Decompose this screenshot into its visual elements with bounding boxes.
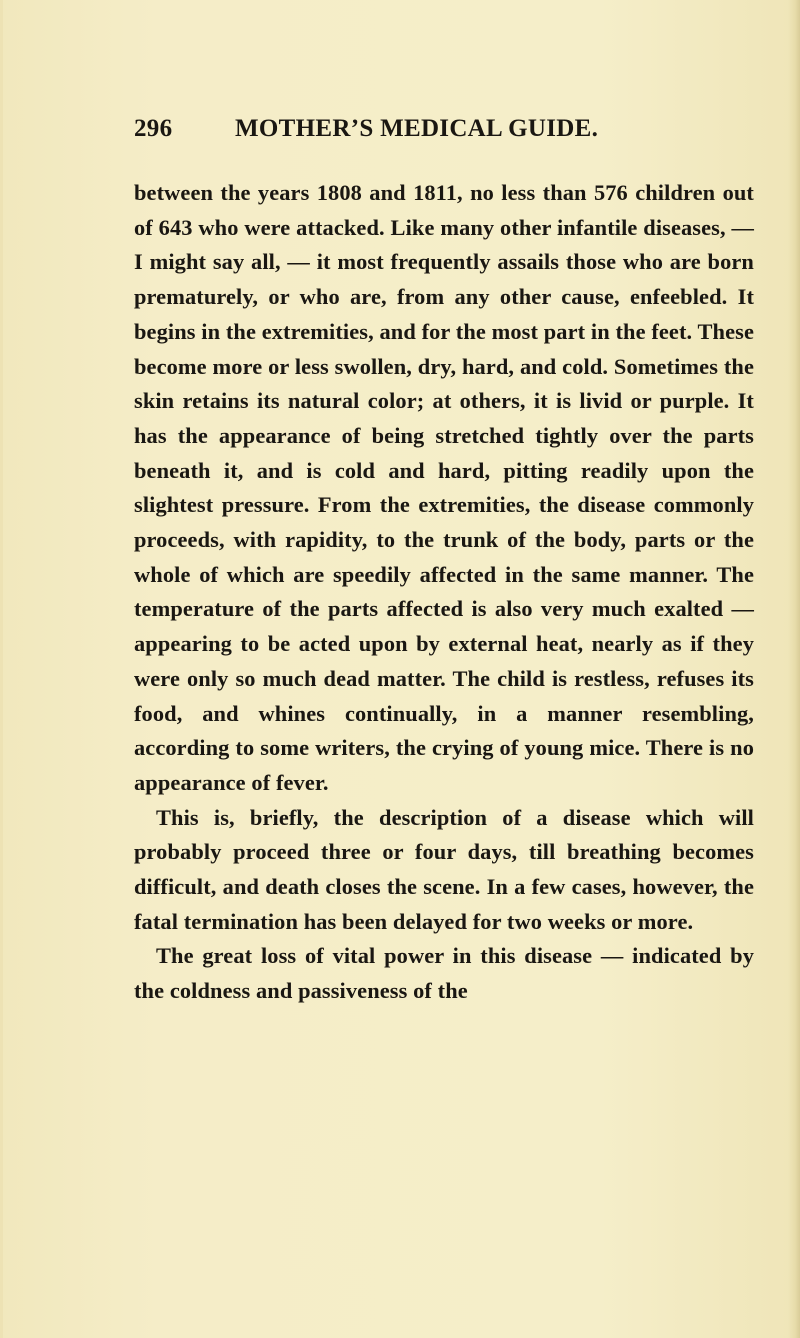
page-number: 296 [134,115,173,142]
page-edge [788,0,800,1338]
paragraph-2: This is, briefly, the description of a disease which will probably proceed three or four days, till breathing becomes difficult, and death closes the scene. In a few cases, however, the fatal termination has been delayed for two weeks or more. [134,804,754,934]
page-gutter [0,0,3,1338]
paragraph-3: The great loss of vital power in this disease — indicated by the coldness and passiveness of the [134,943,754,1004]
running-header [134,115,754,147]
paragraph-1: between the years 1808 and 1811, no less than 576 children out of 643 who were attacked. Like many other infantile diseases, — I might say all, — it most frequently assails those who are born prematurely, or who are, from any other cause, enfeebled. It begins in the extremities, and for the most part in the feet. These become more or less swollen, dry, hard, and cold. Sometimes the skin retains its natural color; at others, it is livid or purple. It has the appearance of being stretched tightly over the parts beneath it, and is cold and hard, pitting readily upon the slightest pressure. From the extremities, the disease commonly proceeds, with rapidity, to the trunk of the body, parts or the whole of which are speedily affected in the same manner. The temperature of the parts affected is also very much exalted — appearing to be acted upon by external heat, nearly as if they were only so much dead matter. The child is restless, refuses its food, and whines continually, in a manner resembling, according to some writers, the crying of young mice. There is no appearance of fever. [134,180,754,795]
body-text [134,176,754,1009]
running-title: MOTHER’S MEDICAL GUIDE. [235,115,599,142]
